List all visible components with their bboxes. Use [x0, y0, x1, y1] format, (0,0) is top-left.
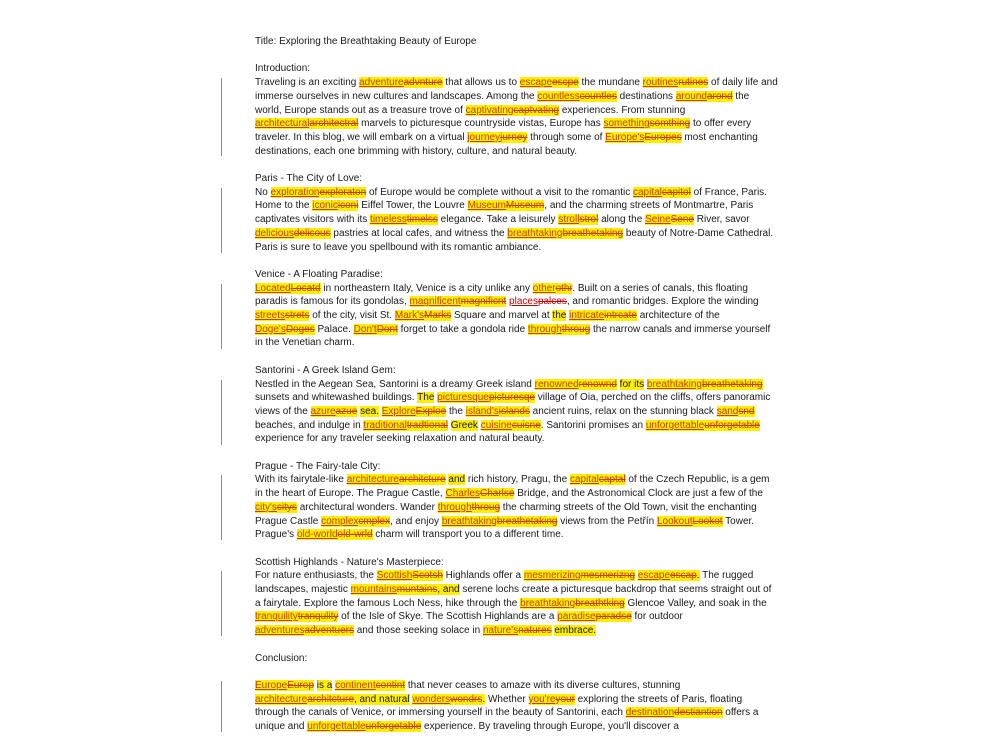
- tracked-insertion[interactable]: city's: [255, 501, 277, 513]
- text-run: River, savor: [694, 214, 750, 226]
- tracked-insertion[interactable]: escape: [637, 570, 671, 582]
- text-run: , and romantic bridges. Explore the winding: [566, 296, 759, 308]
- tracked-deletion[interactable]: Scotsh: [412, 570, 443, 582]
- text-run: beaches, and indulge in: [255, 419, 364, 431]
- text-run: Traveling is an exciting: [255, 77, 360, 89]
- tracked-insertion[interactable]: capital: [569, 474, 599, 486]
- tracked-deletion[interactable]: breathetaking: [496, 515, 558, 527]
- text-run: most enchanting destinations, each one brimming with history, culture, and natural beauty.: [255, 131, 758, 157]
- text-run: Square and marvel at: [451, 310, 553, 322]
- tracked-deletion[interactable]: tradtional: [406, 419, 448, 431]
- tracked-deletion[interactable]: countles: [579, 90, 617, 102]
- tracked-deletion[interactable]: iconi: [337, 200, 359, 212]
- text-run: village of Oia, perched on the cliffs, offers panoramic views of the: [255, 392, 771, 417]
- tracked-insertion[interactable]: breathtaking: [646, 378, 702, 390]
- tracked-deletion[interactable]: captal: [598, 474, 626, 486]
- tracked-deletion[interactable]: azue: [335, 405, 358, 417]
- text-run: ancient ruins, relax on the stunning black: [529, 405, 717, 417]
- change-bar: [221, 475, 222, 540]
- tracked-deletion[interactable]: Europes: [644, 131, 682, 143]
- tracked-deletion[interactable]: tranqulity: [297, 611, 339, 623]
- tracked-deletion[interactable]: architcture: [307, 693, 354, 705]
- highlighted-text: embrace.: [554, 625, 597, 637]
- text-run: No: [255, 186, 271, 198]
- tracked-deletion[interactable]: othr: [555, 282, 573, 294]
- text-run: Eiffel Tower, the Louvre: [358, 200, 468, 212]
- tracked-deletion[interactable]: Sene: [670, 214, 694, 226]
- text-run: architectural wonders. Wander: [296, 501, 438, 513]
- tracked-deletion[interactable]: architectral: [309, 118, 359, 130]
- tracked-insertion[interactable]: cuisine: [480, 419, 512, 431]
- tracked-insertion[interactable]: other: [532, 282, 556, 294]
- section-heading-paris: Paris - The City of Love:: [255, 173, 363, 184]
- document-title: Title: Exploring the Breathtaking Beauty of Europe: [255, 36, 477, 47]
- text-run: . Santorini promises an: [540, 419, 646, 431]
- tracked-insertion[interactable]: stroll: [558, 214, 580, 226]
- tracked-insertion[interactable]: breathtaking: [507, 227, 563, 239]
- tracked-insertion[interactable]: Seine: [645, 214, 671, 226]
- text-run: the: [446, 405, 466, 417]
- tracked-deletion[interactable]: Locatd: [290, 282, 321, 294]
- text-run: and those seeking solace in: [353, 625, 483, 637]
- section-body-introduction: [255, 76, 778, 158]
- tracked-deletion[interactable]: somthing: [649, 118, 691, 130]
- tracked-deletion[interactable]: jurney: [500, 131, 528, 143]
- text-run: charm will transport you to a different time.: [372, 529, 564, 541]
- tracked-insertion[interactable]: timeless: [370, 214, 407, 226]
- text-run: offers a unique and: [255, 707, 759, 733]
- tracked-deletion[interactable]: captvating: [513, 104, 560, 116]
- tracked-deletion[interactable]: unforgetable: [365, 721, 422, 733]
- tracked-insertion[interactable]: architecture: [346, 474, 399, 486]
- highlighted-text: and: [448, 474, 466, 486]
- text-run: of daily life and immerse ourselves in new cultures and landscapes. Among the: [255, 77, 778, 102]
- tracked-deletion[interactable]: old-wrld: [337, 529, 373, 541]
- text-run: rich history, Pragu, the: [465, 474, 570, 486]
- tracked-deletion[interactable]: strets: [285, 310, 310, 322]
- section-heading-conclusion: Conclusion:: [255, 652, 308, 664]
- tracked-deletion[interactable]: wondrs: [450, 693, 483, 705]
- text-run: , and the charming streets of Montmartre, Paris captivates visitors with its: [255, 200, 754, 226]
- text-run: the world, Europe stands out as a treasure trove of: [255, 90, 750, 116]
- text-run: For nature enthusiasts, the: [255, 570, 377, 582]
- text-run: elegance. Take a leisurely: [437, 214, 559, 226]
- text-run: views from the Petřín: [557, 515, 657, 527]
- tracked-insertion[interactable]: Europe: [255, 679, 288, 691]
- tracked-insertion[interactable]: paradise: [557, 611, 596, 623]
- tracked-insertion[interactable]: Don't: [353, 323, 377, 335]
- text-run: , and enjoy: [390, 515, 442, 527]
- tracked-deletion[interactable]: renownd: [578, 378, 617, 390]
- change-bar: [221, 571, 222, 636]
- tracked-insertion[interactable]: intricate: [569, 310, 605, 322]
- section-body-scottish-highlands: [255, 569, 778, 638]
- tracked-insertion[interactable]: azure: [310, 405, 336, 417]
- tracked-insertion[interactable]: tranquility: [255, 611, 298, 623]
- tracked-insertion[interactable]: nature's: [482, 625, 519, 637]
- tracked-deletion[interactable]: muntains: [396, 584, 438, 596]
- tracked-deletion[interactable]: breathtking: [575, 597, 625, 609]
- highlighted-text: , and: [437, 584, 460, 596]
- tracked-deletion[interactable]: escpe: [552, 77, 579, 89]
- tracked-deletion[interactable]: cuisne: [511, 419, 541, 431]
- text-run: that never ceases to amaze with its diverse cultures, stunning: [405, 679, 681, 691]
- tracked-insertion[interactable]: adventures: [255, 625, 305, 637]
- tracked-deletion[interactable]: mesmerizng: [580, 570, 636, 582]
- text-run: Highlands offer a: [442, 570, 524, 582]
- tracked-deletion[interactable]: breathetaking: [562, 227, 624, 239]
- tracked-insertion[interactable]: through: [527, 323, 562, 335]
- tracked-deletion[interactable]: intrcate: [604, 310, 637, 322]
- highlighted-text: the: [552, 310, 567, 322]
- section-heading-venice: Venice - A Floating Paradise:: [255, 268, 383, 280]
- text-run: sunsets and whitewashed buildings.: [255, 392, 418, 404]
- tracked-insertion[interactable]: continent: [335, 679, 376, 691]
- text-run: serene lochs create a picturesque backdrop that seems straight out of a fairytale. Explore the famous Loch Ness, hike through the: [255, 584, 772, 609]
- tracked-insertion[interactable]: unforgettable: [645, 419, 705, 431]
- tracked-deletion[interactable]: breathetaking: [701, 378, 763, 390]
- tracked-insertion[interactable]: Mark's: [394, 310, 425, 322]
- tracked-insertion[interactable]: Scottish: [376, 570, 413, 582]
- tracked-insertion[interactable]: complex: [321, 515, 359, 527]
- tracked-deletion[interactable]: your: [555, 693, 575, 705]
- text-run: of the Czech Republic, is a gem in the heart of Europe. The Prague Castle,: [255, 474, 770, 500]
- text-run: Nestled in the Aegean Sea, Santorini is a dreamy Greek island: [255, 378, 535, 390]
- text-run: of France, Paris. Home to the: [255, 186, 767, 212]
- tracked-deletion[interactable]: escap: [670, 570, 697, 582]
- text-run: Palace.: [314, 323, 354, 335]
- text-run: Bridge, and the Astronomical Clock are just a few of the: [514, 488, 763, 500]
- text-run: the narrow canals and immerse yourself in the Venetian charm.: [255, 323, 771, 349]
- tracked-insertion[interactable]: journey: [467, 131, 501, 143]
- tracked-insertion[interactable]: Europe's: [605, 131, 645, 143]
- section-heading-prague: Prague - The Fairy-tale City:: [255, 460, 381, 472]
- tracked-deletion[interactable]: unforgetable: [704, 419, 760, 431]
- tracked-insertion[interactable]: Doge's: [255, 323, 286, 335]
- tracked-deletion[interactable]: rutines: [678, 77, 709, 89]
- tracked-insertion[interactable]: wonders: [412, 693, 451, 705]
- tracked-insertion[interactable]: Charles: [445, 488, 480, 500]
- change-bar: [221, 681, 222, 732]
- tracked-deletion[interactable]: Doges: [285, 323, 315, 335]
- tracked-insertion[interactable]: escape: [519, 77, 553, 89]
- tracked-deletion[interactable]: throug: [561, 323, 591, 335]
- tracked-deletion[interactable]: palces: [537, 296, 567, 308]
- tracked-insertion[interactable]: something: [603, 118, 650, 130]
- tracked-deletion[interactable]: timelss: [406, 214, 438, 226]
- tracked-deletion[interactable]: advnture: [403, 77, 443, 89]
- highlighted-text: for its: [619, 378, 645, 390]
- tracked-deletion[interactable]: arond: [706, 90, 733, 102]
- section-body-conclusion: [255, 679, 778, 734]
- tracked-insertion[interactable]: architectural: [255, 118, 310, 130]
- tracked-insertion[interactable]: traditional: [363, 419, 407, 431]
- tracked-insertion[interactable]: island's: [465, 405, 499, 417]
- text-run: of Europe would be complete without a visit to the romantic: [366, 186, 633, 198]
- tracked-insertion[interactable]: through: [437, 501, 472, 513]
- tracked-deletion[interactable]: exploraton: [319, 186, 367, 198]
- tracked-insertion[interactable]: unforgettable: [307, 721, 366, 733]
- tracked-insertion[interactable]: breathtaking: [441, 515, 497, 527]
- tracked-deletion[interactable]: islands: [498, 405, 530, 417]
- section-heading-introduction: Introduction:: [255, 63, 311, 75]
- tracked-insertion[interactable]: places: [509, 296, 538, 308]
- tracked-insertion[interactable]: sand: [716, 405, 739, 417]
- tracked-insertion[interactable]: magnificent: [409, 296, 461, 308]
- tracked-deletion[interactable]: delicous: [293, 227, 331, 239]
- tracked-insertion[interactable]: you're: [528, 693, 556, 705]
- tracked-insertion[interactable]: countless: [537, 90, 580, 102]
- tracked-deletion[interactable]: cmplex: [358, 515, 391, 527]
- text-run: experiences. From stunning: [559, 104, 686, 116]
- text-run: Tower. Prague's: [255, 515, 755, 541]
- tracked-deletion[interactable]: contint: [375, 679, 406, 691]
- document-body: [255, 35, 778, 734]
- highlighted-text: , and natural: [353, 693, 410, 705]
- text-run: of the Isle of Skye. The Scottish Highlands are a: [338, 611, 558, 623]
- text-run: pastries at local cafes, and witness the: [330, 227, 508, 239]
- tracked-insertion[interactable]: capital: [633, 186, 662, 198]
- tracked-insertion[interactable]: streets: [255, 310, 286, 322]
- change-bar: [221, 380, 222, 445]
- tracked-deletion[interactable]: destiantion: [674, 707, 723, 719]
- section-heading-scottish-highlands: Scottish Highlands - Nature's Masterpiece:: [255, 556, 444, 568]
- highlighted-text: The: [417, 392, 435, 404]
- tracked-deletion[interactable]: Lookot: [692, 515, 723, 527]
- tracked-deletion[interactable]: Europ: [287, 679, 314, 691]
- tracked-insertion[interactable]: Located: [255, 282, 291, 294]
- tracked-deletion[interactable]: snd: [738, 405, 755, 417]
- tracked-insertion[interactable]: Museum: [467, 200, 506, 212]
- text-run: exploring the streets of Paris, floating through the canals of Venice, or immersing yourself in the beauty of Santorini, each: [255, 693, 743, 719]
- text-run: forget to take a gondola ride: [397, 323, 528, 335]
- change-bar: [221, 188, 222, 253]
- tracked-insertion[interactable]: adventure: [359, 77, 404, 89]
- tracked-insertion[interactable]: Explore: [381, 405, 416, 417]
- highlighted-text: Greek: [450, 419, 478, 431]
- tracked-deletion[interactable]: throug: [471, 501, 501, 513]
- text-run: the mundane: [578, 77, 643, 89]
- section-body-paris: [255, 186, 778, 255]
- text-run: through some of: [527, 131, 606, 143]
- tracked-insertion[interactable]: picturesque: [437, 392, 489, 404]
- tracked-insertion[interactable]: around: [675, 90, 707, 102]
- text-run: . Built on a series of canals, this floating paradis is famous for its gondolas,: [255, 282, 748, 308]
- tracked-deletion[interactable]: natures: [518, 625, 552, 637]
- highlighted-text: is a: [316, 679, 333, 691]
- tracked-insertion[interactable]: destination: [625, 707, 675, 719]
- tracked-insertion[interactable]: renowned: [534, 378, 579, 390]
- tracked-deletion[interactable]: strol: [579, 214, 599, 226]
- tracked-deletion[interactable]: magnificnt: [460, 296, 507, 308]
- tracked-insertion[interactable]: breathtaking: [520, 597, 576, 609]
- tracked-insertion[interactable]: mountains: [350, 584, 397, 596]
- change-bar: [221, 284, 222, 349]
- highlighted-text: sea.: [360, 405, 379, 417]
- tracked-deletion[interactable]: picturesqe: [488, 392, 536, 404]
- tracked-deletion[interactable]: Dont: [376, 323, 398, 335]
- tracked-deletion[interactable]: architcture: [398, 474, 446, 486]
- tracked-deletion[interactable]: adventuers: [304, 625, 354, 637]
- tracked-deletion[interactable]: Museum: [505, 200, 545, 212]
- tracked-insertion[interactable]: routines: [642, 77, 679, 89]
- tracked-deletion[interactable]: citys: [276, 501, 297, 513]
- tracked-insertion[interactable]: Lookout: [656, 515, 693, 527]
- text-run: architecture of the: [636, 310, 720, 322]
- text-run: Glencoe Valley, and soak in the: [624, 597, 767, 609]
- text-run: Whether: [485, 693, 529, 705]
- text-run: With its fairytale-like: [255, 474, 347, 486]
- tracked-insertion[interactable]: exploration: [270, 186, 320, 198]
- text-run: experience for any traveler seeking relaxation and natural beauty.: [255, 433, 545, 445]
- tracked-insertion[interactable]: iconic: [312, 200, 338, 212]
- section-body-santorini: [255, 378, 778, 447]
- text-run: in northeastern Italy, Venice is a city unlike any: [320, 282, 533, 294]
- tracked-insertion[interactable]: delicious: [255, 227, 294, 239]
- tracked-insertion[interactable]: architecture: [255, 693, 308, 705]
- highlighted-text: .: [696, 570, 700, 582]
- section-body-venice: [255, 282, 778, 351]
- text-run: along the: [598, 214, 646, 226]
- tracked-deletion[interactable]: capitol: [661, 186, 691, 198]
- tracked-insertion[interactable]: mesmerizing: [523, 570, 581, 582]
- text-run: of the city, visit St.: [309, 310, 395, 322]
- tracked-insertion[interactable]: old-world: [296, 529, 338, 541]
- section-body-prague: [255, 473, 778, 542]
- tracked-deletion[interactable]: paradse: [595, 611, 632, 623]
- text-run: beauty of Notre-Dame Cathedral. Paris is sure to leave you spellbound with its romantic ambiance.: [255, 227, 774, 253]
- change-bar: [221, 78, 222, 156]
- text-run: for outdoor: [631, 611, 683, 623]
- text-run: marvels to picturesque countryside vistas, Europe has: [358, 118, 604, 130]
- tracked-deletion[interactable]: Exploe: [415, 405, 447, 417]
- text-run: experience. By traveling through Europe, you'll discover a: [421, 721, 679, 733]
- text-run: the charming streets of the Old Town, visit the enchanting Prague Castle: [255, 501, 757, 527]
- text-run: to offer every traveler. In this blog, we will embark on a virtual: [255, 118, 752, 143]
- text-run: that allows us to: [442, 77, 520, 89]
- tracked-deletion[interactable]: Marks: [424, 310, 452, 322]
- text-run: The rugged landscapes, majestic: [255, 570, 754, 596]
- tracked-insertion[interactable]: captivating: [465, 104, 514, 116]
- text-run: destinations: [616, 90, 676, 102]
- section-heading-santorini: Santorini - A Greek Island Gem:: [255, 364, 396, 376]
- highlighted-text: .: [482, 693, 486, 705]
- tracked-deletion[interactable]: Charlse: [479, 488, 515, 500]
